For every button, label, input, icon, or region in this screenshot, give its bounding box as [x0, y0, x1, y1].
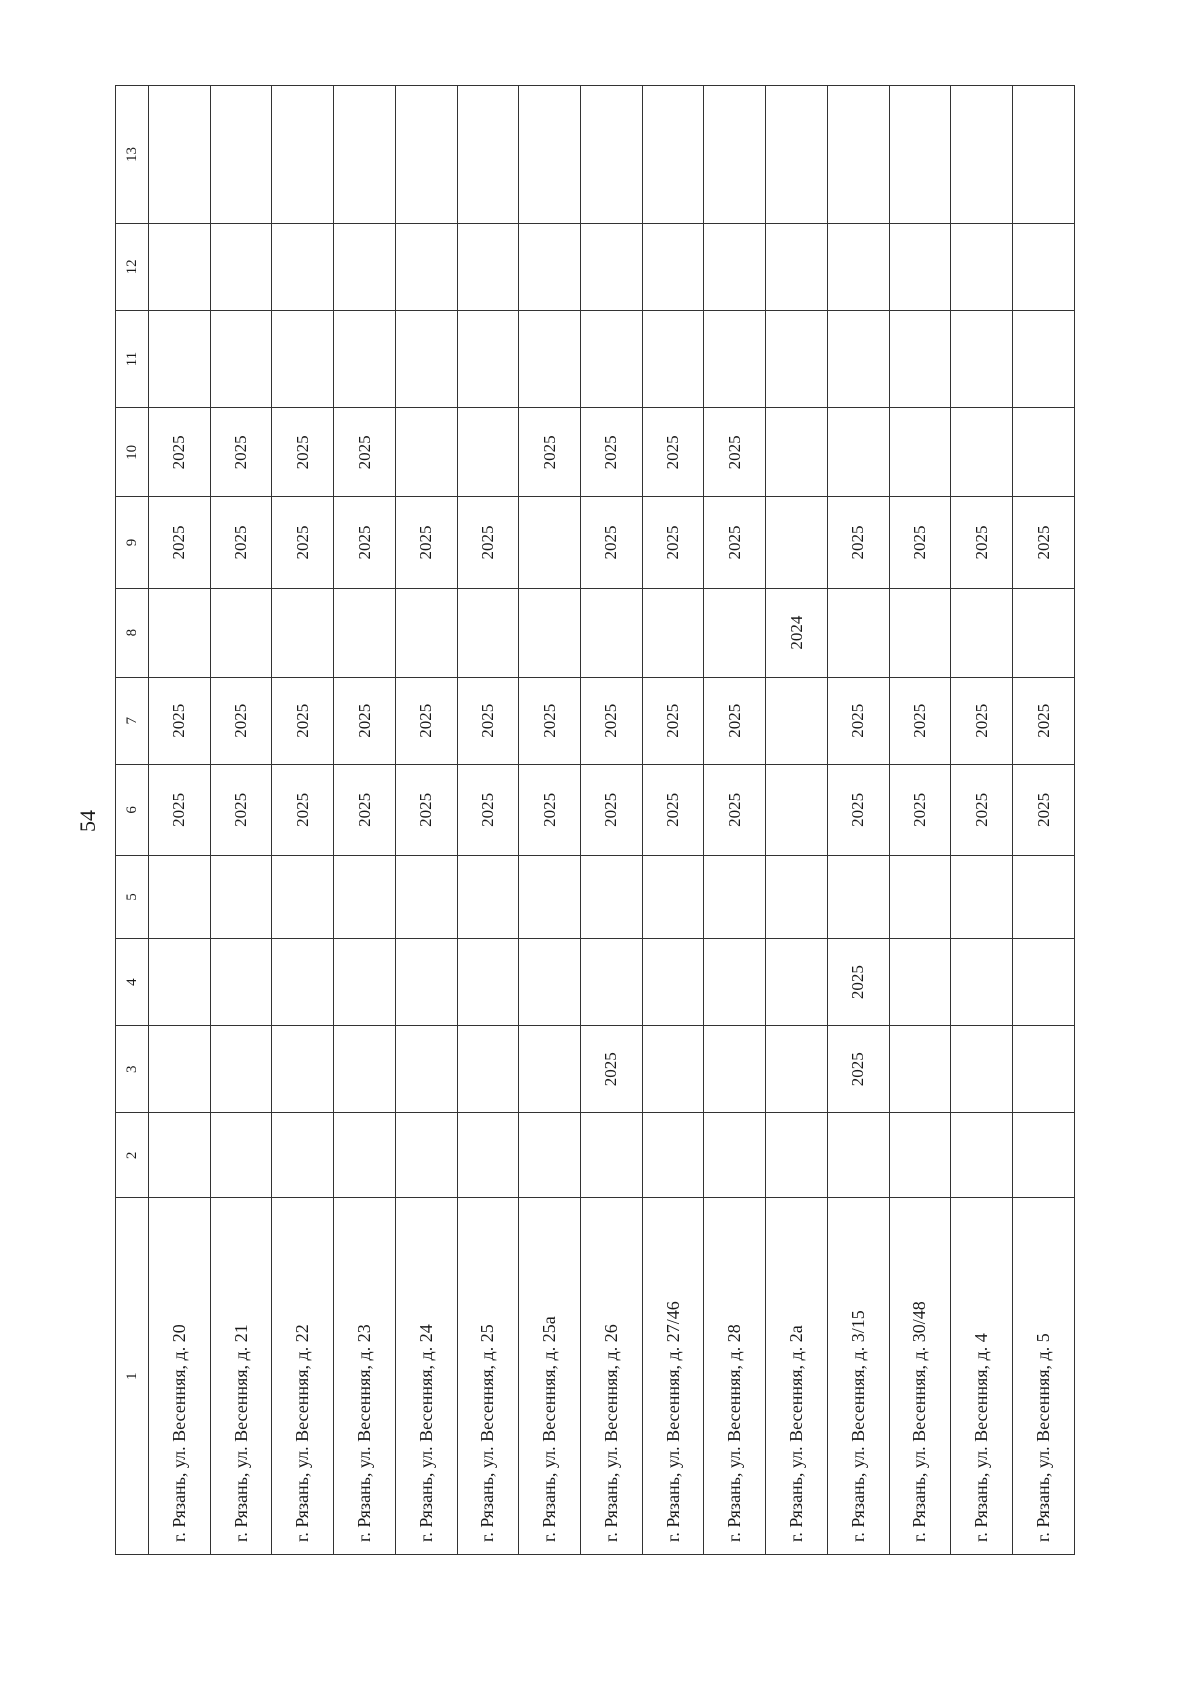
address-cell: г. Рязань, ул. Весенняя, д. 28 [704, 1198, 766, 1555]
table-row [704, 86, 766, 1555]
year-cell [272, 1113, 334, 1198]
year-cell [889, 408, 951, 497]
year-cell [889, 223, 951, 310]
year-cell [272, 1026, 334, 1113]
year-cell [889, 310, 951, 407]
year-cell: 2025 [704, 497, 766, 588]
year-cell [951, 1026, 1013, 1113]
year-cell [519, 855, 581, 938]
table-row [951, 86, 1013, 1555]
year-cell [395, 1026, 457, 1113]
year-cell: 2025 [334, 497, 396, 588]
column-header-4: 4 [116, 939, 149, 1026]
address-cell: г. Рязань, ул. Весенняя, д. 30/48 [889, 1198, 951, 1555]
year-cell [1013, 86, 1075, 224]
year-cell [210, 939, 272, 1026]
year-cell: 2025 [827, 677, 889, 764]
year-cell: 2025 [581, 408, 643, 497]
year-cell [519, 86, 581, 224]
year-cell: 2024 [766, 588, 828, 677]
year-cell: 2025 [334, 677, 396, 764]
year-cell [704, 1113, 766, 1198]
year-cell [766, 764, 828, 855]
year-cell [581, 86, 643, 224]
year-cell [210, 1113, 272, 1198]
year-cell: 2025 [149, 408, 211, 497]
column-header-9: 9 [116, 497, 149, 588]
year-cell [827, 310, 889, 407]
year-cell [272, 588, 334, 677]
table-row [395, 86, 457, 1555]
year-cell [395, 1113, 457, 1198]
year-cell [334, 86, 396, 224]
table-row [149, 86, 211, 1555]
year-cell [519, 497, 581, 588]
address-cell: г. Рязань, ул. Весенняя, д. 26 [581, 1198, 643, 1555]
year-cell [519, 310, 581, 407]
year-cell: 2025 [272, 497, 334, 588]
year-cell: 2025 [704, 408, 766, 497]
year-cell [581, 223, 643, 310]
year-cell [334, 939, 396, 1026]
year-cell [149, 223, 211, 310]
year-cell [581, 1113, 643, 1198]
year-cell [272, 855, 334, 938]
year-cell [272, 223, 334, 310]
year-cell: 2025 [272, 677, 334, 764]
year-cell [766, 939, 828, 1026]
year-cell [519, 939, 581, 1026]
year-cell: 2025 [519, 408, 581, 497]
year-cell [766, 497, 828, 588]
year-cell [951, 1113, 1013, 1198]
year-cell: 2025 [951, 764, 1013, 855]
year-cell: 2025 [642, 764, 704, 855]
address-cell: г. Рязань, ул. Весенняя, д. 3/15 [827, 1198, 889, 1555]
year-cell [766, 86, 828, 224]
year-cell [149, 939, 211, 1026]
year-cell [704, 223, 766, 310]
year-cell: 2025 [334, 764, 396, 855]
year-cell: 2025 [827, 1026, 889, 1113]
year-cell: 2025 [334, 408, 396, 497]
year-cell [457, 855, 519, 938]
year-cell: 2025 [581, 764, 643, 855]
year-cell [642, 223, 704, 310]
address-cell: г. Рязань, ул. Весенняя, д. 5 [1013, 1198, 1075, 1555]
year-cell: 2025 [519, 764, 581, 855]
table-row [889, 86, 951, 1555]
year-cell: 2025 [149, 677, 211, 764]
year-cell [704, 939, 766, 1026]
year-cell [766, 1113, 828, 1198]
address-cell: г. Рязань, ул. Весенняя, д. 2а [766, 1198, 828, 1555]
year-cell [827, 588, 889, 677]
column-header-7: 7 [116, 677, 149, 764]
year-cell [334, 855, 396, 938]
table-row [519, 86, 581, 1555]
year-cell: 2025 [889, 764, 951, 855]
year-cell [889, 86, 951, 224]
year-cell [457, 408, 519, 497]
year-cell [766, 408, 828, 497]
year-cell [457, 1113, 519, 1198]
year-cell [642, 939, 704, 1026]
schedule-table [115, 85, 1075, 1555]
year-cell [889, 939, 951, 1026]
header-row [116, 86, 149, 1555]
year-cell: 2025 [827, 764, 889, 855]
year-cell [395, 855, 457, 938]
year-cell [519, 223, 581, 310]
year-cell: 2025 [1013, 497, 1075, 588]
year-cell [457, 1026, 519, 1113]
year-cell [210, 310, 272, 407]
year-cell [149, 310, 211, 407]
address-cell: г. Рязань, ул. Весенняя, д. 27/46 [642, 1198, 704, 1555]
year-cell [395, 588, 457, 677]
column-header-13: 13 [116, 86, 149, 224]
table-body [116, 86, 1075, 1555]
address-cell: г. Рязань, ул. Весенняя, д. 23 [334, 1198, 396, 1555]
year-cell [210, 855, 272, 938]
year-cell: 2025 [951, 497, 1013, 588]
address-cell: г. Рязань, ул. Весенняя, д. 20 [149, 1198, 211, 1555]
year-cell: 2025 [395, 677, 457, 764]
year-cell [395, 223, 457, 310]
year-cell [395, 86, 457, 224]
year-cell: 2025 [395, 497, 457, 588]
year-cell [951, 855, 1013, 938]
year-cell [827, 86, 889, 224]
year-cell: 2025 [395, 764, 457, 855]
year-cell [642, 1113, 704, 1198]
year-cell [519, 1026, 581, 1113]
year-cell [951, 939, 1013, 1026]
year-cell: 2025 [642, 497, 704, 588]
year-cell [149, 1026, 211, 1113]
year-cell [210, 1026, 272, 1113]
year-cell: 2025 [889, 497, 951, 588]
year-cell: 2025 [272, 408, 334, 497]
year-cell [704, 310, 766, 407]
year-cell: 2025 [581, 1026, 643, 1113]
table-row [642, 86, 704, 1555]
year-cell [581, 939, 643, 1026]
year-cell: 2025 [704, 677, 766, 764]
year-cell [766, 310, 828, 407]
year-cell [704, 855, 766, 938]
year-cell: 2025 [1013, 764, 1075, 855]
year-cell [642, 310, 704, 407]
year-cell: 2025 [457, 764, 519, 855]
year-cell [951, 408, 1013, 497]
year-cell [1013, 1026, 1075, 1113]
year-cell: 2025 [581, 497, 643, 588]
year-cell: 2025 [951, 677, 1013, 764]
year-cell [334, 223, 396, 310]
year-cell [272, 310, 334, 407]
column-header-1: 1 [116, 1198, 149, 1555]
column-header-3: 3 [116, 1026, 149, 1113]
year-cell [457, 588, 519, 677]
year-cell [457, 939, 519, 1026]
year-cell [457, 86, 519, 224]
year-cell [951, 310, 1013, 407]
year-cell [827, 1113, 889, 1198]
year-cell [704, 86, 766, 224]
year-cell: 2025 [210, 677, 272, 764]
year-cell [272, 86, 334, 224]
column-header-6: 6 [116, 764, 149, 855]
table-row [457, 86, 519, 1555]
year-cell: 2025 [210, 764, 272, 855]
year-cell [395, 408, 457, 497]
year-cell [889, 1113, 951, 1198]
year-cell [149, 86, 211, 224]
year-cell [642, 1026, 704, 1113]
year-cell [334, 588, 396, 677]
table-row [581, 86, 643, 1555]
year-cell [1013, 588, 1075, 677]
column-header-5: 5 [116, 855, 149, 938]
year-cell [581, 588, 643, 677]
year-cell [1013, 223, 1075, 310]
year-cell [149, 588, 211, 677]
year-cell: 2025 [704, 764, 766, 855]
year-cell: 2025 [827, 497, 889, 588]
table-row [827, 86, 889, 1555]
table-row [272, 86, 334, 1555]
year-cell [519, 1113, 581, 1198]
year-cell [581, 310, 643, 407]
year-cell: 2025 [457, 677, 519, 764]
year-cell [889, 1026, 951, 1113]
address-cell: г. Рязань, ул. Весенняя, д. 25 [457, 1198, 519, 1555]
year-cell [149, 1113, 211, 1198]
year-cell: 2025 [457, 497, 519, 588]
year-cell [827, 855, 889, 938]
year-cell [642, 86, 704, 224]
table-row [766, 86, 828, 1555]
year-cell [951, 223, 1013, 310]
year-cell: 2025 [210, 408, 272, 497]
year-cell: 2025 [1013, 677, 1075, 764]
year-cell: 2025 [642, 677, 704, 764]
year-cell [827, 223, 889, 310]
year-cell [1013, 408, 1075, 497]
year-cell [210, 223, 272, 310]
year-cell [766, 1026, 828, 1113]
column-header-10: 10 [116, 408, 149, 497]
year-cell [642, 855, 704, 938]
year-cell: 2025 [149, 497, 211, 588]
year-cell [457, 223, 519, 310]
year-cell [827, 408, 889, 497]
year-cell [704, 1026, 766, 1113]
year-cell [457, 310, 519, 407]
column-header-12: 12 [116, 223, 149, 310]
column-header-11: 11 [116, 310, 149, 407]
year-cell [766, 223, 828, 310]
column-header-2: 2 [116, 1113, 149, 1198]
table-row [1013, 86, 1075, 1555]
year-cell [210, 588, 272, 677]
year-cell: 2025 [581, 677, 643, 764]
year-cell [210, 86, 272, 224]
address-cell: г. Рязань, ул. Весенняя, д. 24 [395, 1198, 457, 1555]
year-cell [1013, 855, 1075, 938]
year-cell [334, 1113, 396, 1198]
column-header-8: 8 [116, 588, 149, 677]
year-cell [272, 939, 334, 1026]
year-cell [766, 855, 828, 938]
schedule-table-container [115, 85, 1075, 1555]
year-cell [766, 677, 828, 764]
year-cell [395, 310, 457, 407]
year-cell [951, 86, 1013, 224]
year-cell: 2025 [272, 764, 334, 855]
year-cell: 2025 [519, 677, 581, 764]
year-cell [1013, 310, 1075, 407]
address-cell: г. Рязань, ул. Весенняя, д. 21 [210, 1198, 272, 1555]
year-cell [519, 588, 581, 677]
address-cell: г. Рязань, ул. Весенняя, д. 4 [951, 1198, 1013, 1555]
year-cell [889, 588, 951, 677]
year-cell [951, 588, 1013, 677]
year-cell [334, 310, 396, 407]
year-cell [1013, 1113, 1075, 1198]
year-cell [704, 588, 766, 677]
table-row [334, 86, 396, 1555]
year-cell [1013, 939, 1075, 1026]
year-cell [149, 855, 211, 938]
year-cell [889, 855, 951, 938]
year-cell [581, 855, 643, 938]
year-cell [334, 1026, 396, 1113]
year-cell: 2025 [149, 764, 211, 855]
table-row [210, 86, 272, 1555]
year-cell [395, 939, 457, 1026]
year-cell: 2025 [642, 408, 704, 497]
year-cell: 2025 [889, 677, 951, 764]
page-number: 54 [75, 810, 100, 832]
year-cell: 2025 [210, 497, 272, 588]
address-cell: г. Рязань, ул. Весенняя, д. 22 [272, 1198, 334, 1555]
address-cell: г. Рязань, ул. Весенняя, д. 25а [519, 1198, 581, 1555]
year-cell: 2025 [827, 939, 889, 1026]
year-cell [642, 588, 704, 677]
